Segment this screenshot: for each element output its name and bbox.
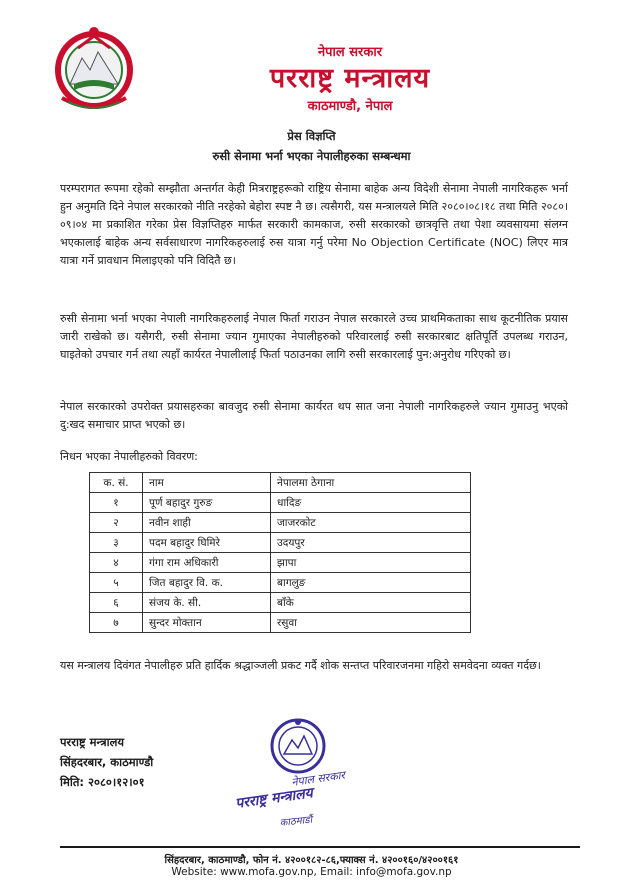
press-release-title: प्रेस विज्ञप्ति <box>287 129 336 143</box>
cell-address: धादिङ <box>271 493 471 513</box>
table-row <box>90 553 471 573</box>
cell-address: जाजरकोट <box>271 513 471 533</box>
cell-serial: २ <box>90 513 143 533</box>
stamp-text-top: नेपाल सरकार <box>290 768 346 789</box>
footer-divider <box>60 846 580 848</box>
cell-name: पदम बहादुर घिमिरे <box>143 533 271 553</box>
col-serial: क. सं. <box>90 473 143 493</box>
city-name: काठमाण्डौ, नेपाल <box>307 99 393 114</box>
cell-name: पूर्ण बहादुर गुरुङ <box>143 493 271 513</box>
table-row <box>90 593 471 613</box>
government-name: नेपाल सरकार <box>317 45 383 60</box>
signature-address: सिंहदरबार, काठमाण्डौ <box>60 755 154 769</box>
cell-address: झापा <box>271 553 471 573</box>
table-row <box>90 533 471 553</box>
cell-name: संजय के. सी. <box>143 593 271 613</box>
cell-address: रसुवा <box>271 613 471 633</box>
table-header-row <box>90 473 471 493</box>
cell-serial: ७ <box>90 613 143 633</box>
victims-intro: निधन भएका नेपालीहरुको विवरण: <box>60 450 198 463</box>
stamp-text-bottom: काठमाडौं <box>279 814 313 829</box>
table-row <box>90 613 471 633</box>
cell-name: जित बहादुर वि. क. <box>143 573 271 593</box>
cell-name: नवीन शाही <box>143 513 271 533</box>
table-row <box>90 493 471 513</box>
cell-address: उदयपुर <box>271 533 471 553</box>
cell-serial: ३ <box>90 533 143 553</box>
signature-date: मिति: २०८०।१२।०१ <box>60 775 145 789</box>
cell-serial: ४ <box>90 553 143 573</box>
cell-name: गंगा राम अधिकारी <box>143 553 271 573</box>
cell-address: बाँके <box>271 593 471 613</box>
footer-contact: Website: www.mofa.gov.np, Email: info@mofa.gov.np <box>171 866 452 878</box>
ministry-stamp-icon <box>232 710 372 830</box>
paragraph-3: नेपाल सरकारको उपरोक्त प्रयासहरुका बावजुद रुसी सेनामा कार्यरत थप सात जना नेपाली नागरिकहरुले ज्यान गुमाउनु भएको दु:खद समाचार प्राप्त भएको छ। <box>60 400 568 431</box>
stamp-text-mid: परराष्ट्र मन्त्रालय <box>234 785 314 812</box>
ministry-name: परराष्ट्र मन्त्रालय <box>269 63 431 94</box>
signature-ministry: परराष्ट्र मन्त्रालय <box>60 735 125 749</box>
nepal-emblem-icon <box>48 18 140 118</box>
col-name: नाम <box>143 473 271 493</box>
press-release-subject: रुसी सेनामा भर्ना भएका नेपालीहरुका सम्बन्धमा <box>212 149 411 163</box>
col-address: नेपालमा ठेगाना <box>271 473 471 493</box>
cell-serial: १ <box>90 493 143 513</box>
footer-address: सिंहदरबार, काठमाण्डौ, फोन नं. ४२००१८२-८६,फ्याक्स नं. ४२००१६०/४२००१६१ <box>164 855 459 866</box>
cell-name: सुन्दर मोक्तान <box>143 613 271 633</box>
victims-table <box>89 472 471 633</box>
cell-address: बागलुङ <box>271 573 471 593</box>
condolence-paragraph: यस मन्त्रालय दिवंगत नेपालीहरु प्रति हार्दिक श्रद्धाञ्जली प्रकट गर्दै शोक सन्तप्त परिवारजनमा गहिरो समवेदना व्यक्त गर्दछ। <box>60 659 541 672</box>
table-row <box>90 513 471 533</box>
paragraph-2: रुसी सेनामा भर्ना भएका नेपाली नागरिकहरुलाई नेपाल फिर्ता गराउन नेपाल सरकारले उच्च प्राथमिकताका साथ कूटनीतिक प्रयास जारी राखेको छ। यसैगरी, रुसी सेनामा ज्यान गुमाएका नेपालीहरुको परिवारलाई रुसी सरकारबाट क्षतिपूर्ति उपलब्ध गराउन, घाइतेको उपचार गर्न तथा त्यहाँ कार्यरत नेपालीलाई फिर्ता पठाउनका लागि रुसी सरकारलाई पुन:अनुरोध गरिएको छ। <box>60 312 568 361</box>
cell-serial: ६ <box>90 593 143 613</box>
cell-serial: ५ <box>90 573 143 593</box>
paragraph-1: परम्परागत रूपमा रहेको सम्झौता अन्तर्गत केही मित्रराष्ट्रहरूको राष्ट्रिय सेनामा बाहेक अन्य विदेशी सेनामा नेपाली नागरिकहरू भर्ना हुन अनुमति दिने नेपाल सरकारको नीति नरहेको बेहोरा स्पष्ट नै छ। त्यसैगरी, यस मन्त्रालयले मिति २०८०।०८।१८ तथा मिति २०८०।०९।०४ मा प्रकाशित गरेका प्रेस विज्ञप्तिहरु मार्फत सरकारी कामकाज, रुसी सरकारको छात्रवृत्ति तथा पेशा व्यवसायमा संलग्न भएकालाई बाहेक अन्य सर्वसाधारण नागरिकहरुलाई रुस यात्रा गर्नु परेमा No Objection Certificate (NOC) लिएर मात्र यात्रा गर्ने प्रावधान मिलाइएको पनि विदितै छ। <box>60 182 568 267</box>
table-row <box>90 573 471 593</box>
